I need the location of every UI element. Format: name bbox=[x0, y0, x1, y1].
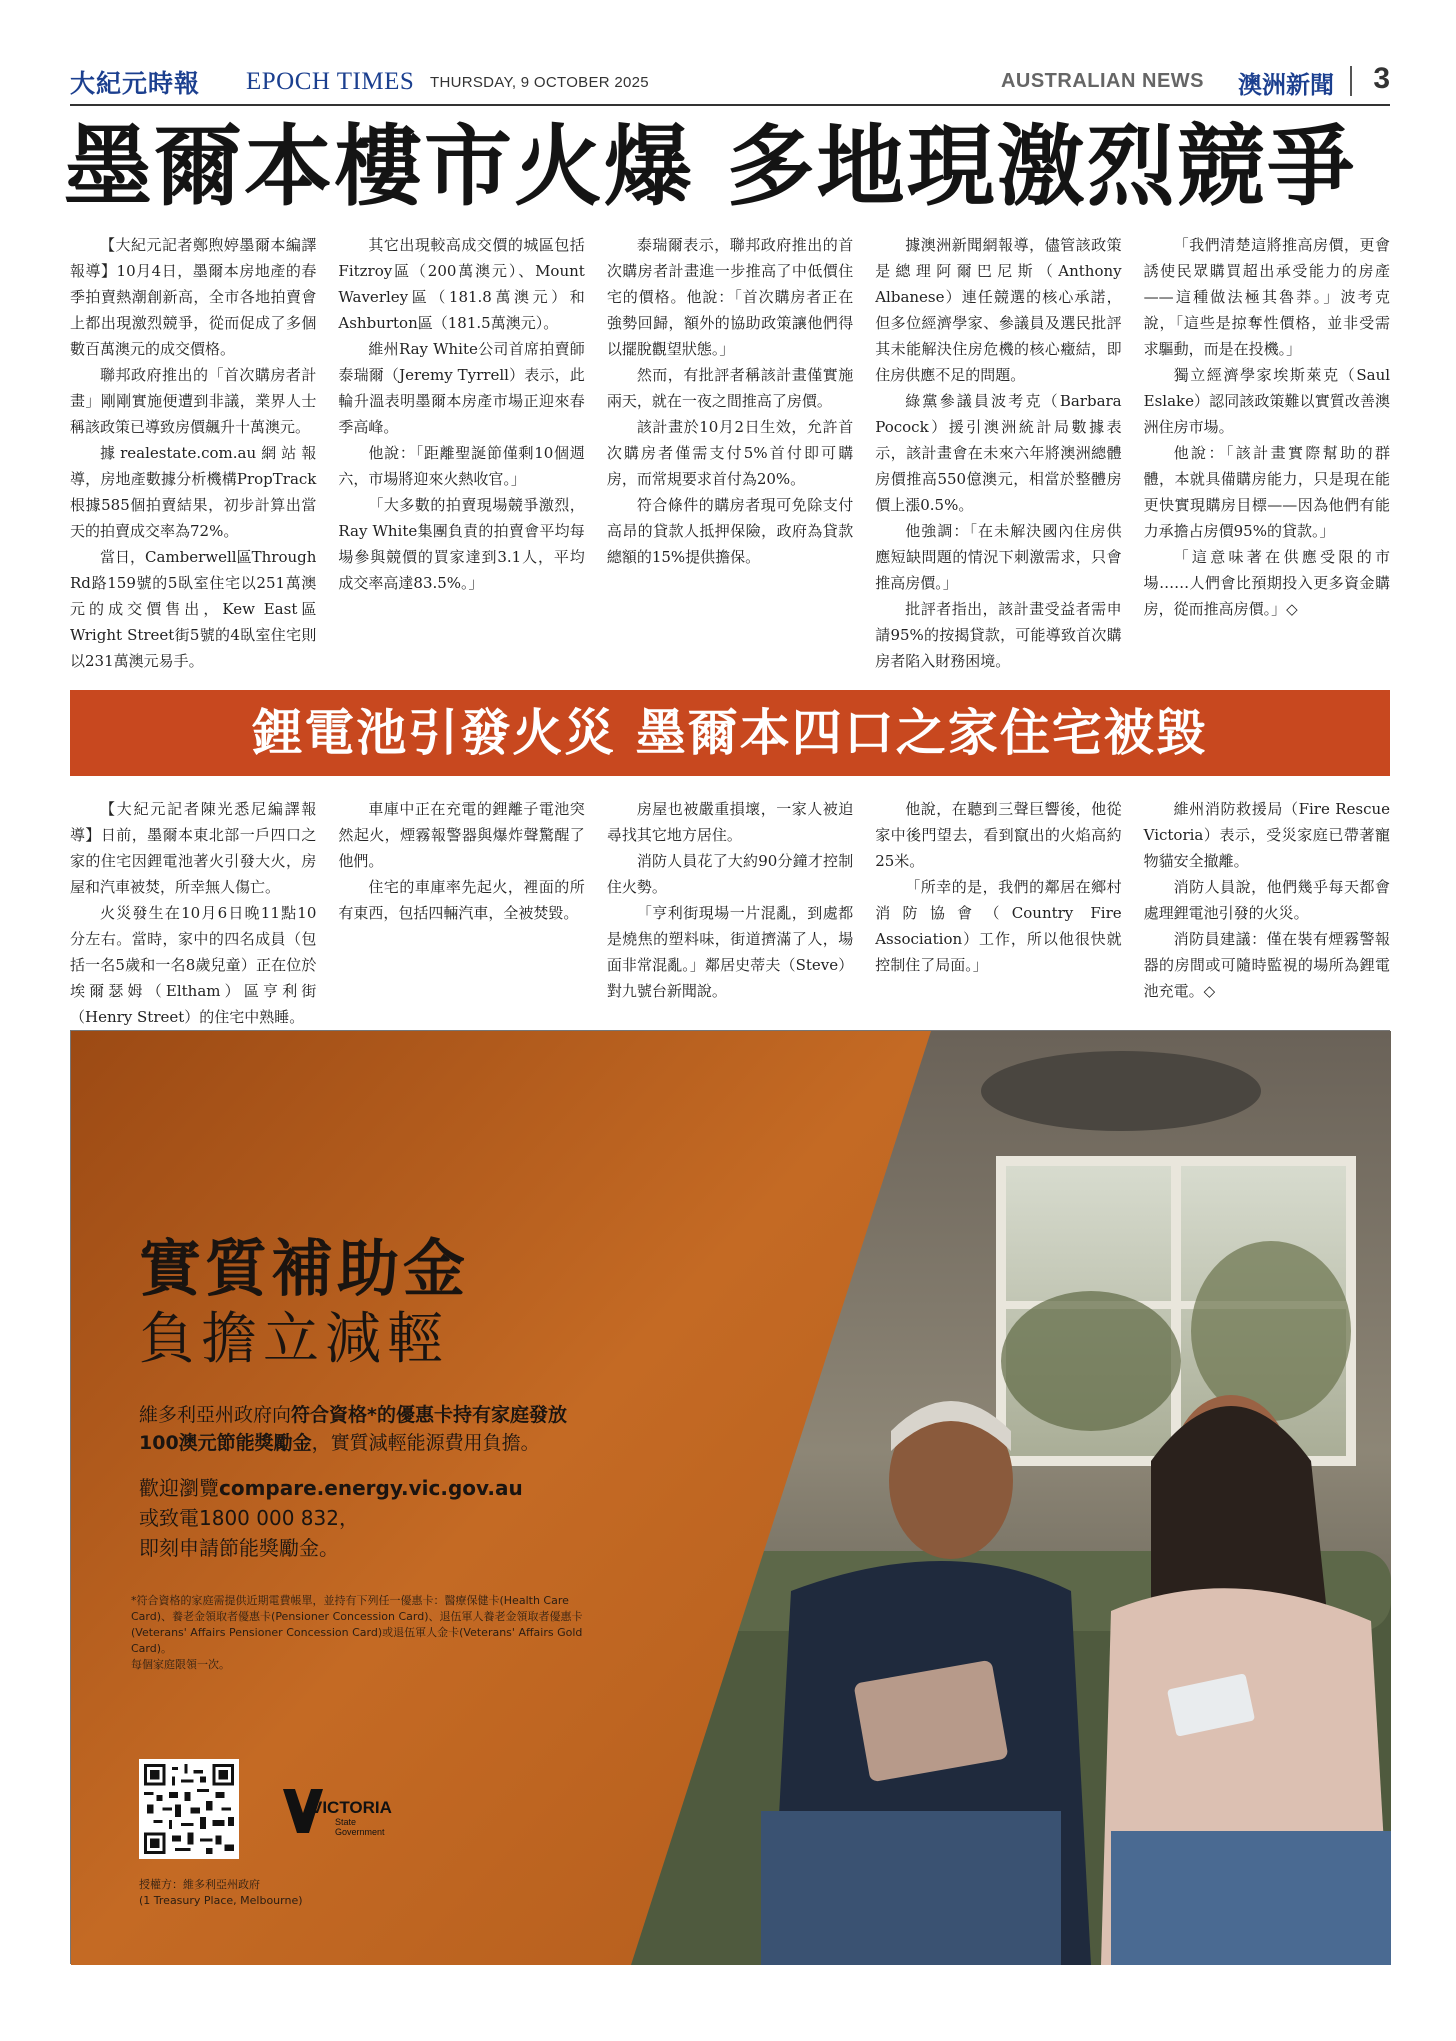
article1-paragraph: 其它出現較高成交價的城區包括Fitzroy區（200萬澳元）、Mount Waverley區（181.8萬澳元）和Ashburton區（181.5萬澳元）。 bbox=[338, 236, 585, 332]
authorised-address: (1 Treasury Place, Melbourne) bbox=[139, 1894, 303, 1907]
ad-body-end: ，實質減輕能源費用負擔。 bbox=[311, 1432, 540, 1454]
article1-paragraph: 當日，Camberwell區Through Rd路159號的5臥室住宅以251萬澳元的成交價售出，Kew East區Wright Street街5號的4臥室住宅則以231萬澳元易手。 bbox=[70, 548, 317, 670]
ad-body-intro: 維多利亞州政府向 bbox=[139, 1404, 292, 1426]
article1-paragraph: 批評者指出，該計畫受益者需申請95%的按揭貸款，可能導致首次購房者陷入財務困境。 bbox=[875, 600, 1122, 670]
masthead-rule bbox=[70, 104, 1390, 106]
article2-paragraph: 「亨利街現場一片混亂，到處都是燒焦的塑料味，街道擠滿了人，場面非常混亂。」鄰居史蒂夫（Steve）對九號台新聞說。 bbox=[606, 904, 854, 1000]
ad-title: 實質補助金 bbox=[139, 1232, 470, 1305]
article2-column-4 bbox=[875, 796, 1121, 1004]
article2-body bbox=[70, 796, 1391, 1026]
cta-phone-line: 或致電1800 000 832， bbox=[139, 1506, 359, 1530]
ad-body-bold-amount: 100澳元節能獎勵金 bbox=[139, 1432, 312, 1454]
article2-paragraph: 消防人員花了大約90分鐘才控制住火勢。 bbox=[606, 852, 854, 896]
fine-print-eligibility: *符合資格的家庭需提供近期電費帳單，並持有下列任一優惠卡：醫療保健卡(Health Care Card)、養老金領取者優惠卡(Pensioner Concession Card)、退伍軍人養老金領取者優惠卡(Veterans' Affairs Pensioner Concession Card)或退伍軍人金卡(Veterans' Affairs Gold Card)。 bbox=[131, 1594, 583, 1655]
ad-authorisation bbox=[139, 1877, 303, 1909]
article1-column-4 bbox=[875, 232, 1121, 670]
logo-state-text: State bbox=[335, 1817, 357, 1827]
ad-fine-print bbox=[131, 1593, 601, 1673]
article1-paragraph: 聯邦政府推出的「首次購房者計畫」剛剛實施便遭到非議，業界人士稱該政策已導致房價飆升十萬澳元。 bbox=[70, 366, 317, 436]
article1-paragraph: 他說：「該計畫實際幫助的群體，本就具備購房能力，只是現在能更快實現購房目標——因為他們有能力承擔占房價95%的貸款。」 bbox=[1143, 444, 1391, 540]
article1-paragraph: 「我們清楚這將推高房價，更會誘使民眾購買超出承受能力的房產——這種做法極其魯莽。」波考克說，「這些是掠奪性價格，並非受需求驅動，而是在投機。」 bbox=[1143, 236, 1391, 358]
article1-paragraph: 「大多數的拍賣現場競爭激烈，Ray White集團負責的拍賣會平均每場參與競價的買家達到3.1人，平均成交率高達83.5%。」 bbox=[338, 496, 585, 592]
energy-rebate-advertisement bbox=[70, 1030, 1390, 1964]
qr-code[interactable] bbox=[139, 1759, 239, 1859]
article1-paragraph: 他強調：「在未解決國內住房供應短缺問題的情況下刺激需求，只會推高房價。」 bbox=[875, 522, 1122, 592]
ad-body-text bbox=[139, 1401, 699, 1457]
authorised-by: 授權方：維多利亞州政府 bbox=[139, 1878, 260, 1891]
article1-column-3 bbox=[607, 232, 853, 670]
article1-column-2 bbox=[338, 232, 584, 670]
qr-code-icon bbox=[144, 1764, 234, 1854]
article1-paragraph: 維州Ray White公司首席拍賣師泰瑞爾（Jeremy Tyrrell）表示，此輪升溫表明墨爾本房產市場正迎來春季高峰。 bbox=[338, 340, 585, 436]
section-name-en: AUSTRALIAN NEWS bbox=[1000, 70, 1204, 92]
article1-paragraph: 【大紀元記者鄭煦婷墨爾本編譯報導】10月4日，墨爾本房地產的春季拍賣熱潮創新高，全市各地拍賣會上都出現激烈競爭，從而促成了多個數百萬澳元的成交價格。 bbox=[70, 236, 317, 358]
article1-column-1 bbox=[70, 232, 316, 670]
article2-paragraph: 消防人員說，他們幾乎每天都會處理鋰電池引發的火災。 bbox=[1143, 878, 1391, 922]
article1-paragraph: 然而，有批評者稱該計畫僅實施兩天，就在一夜之間推高了房價。 bbox=[606, 366, 854, 410]
article2-paragraph: 房屋也被嚴重損壞，一家人被迫尋找其它地方居住。 bbox=[606, 800, 854, 844]
logo-government-text: Government bbox=[335, 1827, 385, 1837]
masthead bbox=[70, 62, 1390, 102]
ad-call-to-action bbox=[139, 1473, 699, 1563]
article1-paragraph: 據澳洲新聞網報導，儘管該政策是總理阿爾巴尼斯（Anthony Albanese）連任競選的核心承諾，但多位經濟學家、參議員及選民批評其未能解決住房危機的核心癥結，即住房供應不足的問題。 bbox=[875, 236, 1122, 384]
cta-prefix: 歡迎瀏覽 bbox=[139, 1476, 219, 1500]
issue-date: THURSDAY, 9 OCTOBER 2025 bbox=[430, 74, 649, 91]
article2-headline-banner bbox=[70, 690, 1390, 776]
ad-body-bold-eligibility: 符合資格*的優惠卡持有家庭發放 bbox=[291, 1404, 567, 1426]
article1-paragraph: 據realestate.com.au網站報導，房地產數據分析機構PropTrack根據585個拍賣結果，初步計算出當天的拍賣成交率為72%。 bbox=[70, 444, 317, 540]
cta-apply-line: 即刻申請節能獎勵金。 bbox=[139, 1536, 339, 1560]
article1-headline: 墨爾本樓市火爆 多地現激烈競爭 bbox=[64, 115, 1357, 218]
article2-paragraph: 火災發生在10月6日晚11點10分左右。當時，家中的四名成員（包括一名5歲和一名8歲兒童）正在位於埃爾瑟姆（Eltham）區亨利街（Henry Street）的住宅中熟睡。 bbox=[70, 904, 317, 1026]
article2-paragraph: 維州消防救援局（Fire Rescue Victoria）表示，受災家庭已帶著寵物貓安全撤離。 bbox=[1143, 800, 1391, 870]
masthead-divider bbox=[1350, 66, 1352, 96]
article2-column-2 bbox=[338, 796, 584, 1004]
article2-column-5 bbox=[1144, 796, 1390, 1004]
article1-paragraph: 「這意味著在供應受限的市場……人們會比預期投入更多資金購房，從而推高房價。」◇ bbox=[1143, 548, 1391, 618]
article1-column-5 bbox=[1144, 232, 1390, 670]
article2-column-1 bbox=[70, 796, 317, 1026]
masthead-logo-en: EPOCH TIMES bbox=[246, 68, 415, 95]
article1-paragraph: 他說：「距離聖誕節僅剩10個週六，市場將迎來火熱收官。」 bbox=[338, 444, 585, 488]
article2-headline: 鋰電池引發火災 墨爾本四口之家住宅被毀 bbox=[252, 704, 1208, 762]
article1-paragraph: 綠黨參議員波考克（Barbara Pocock）援引澳洲統計局數據表示，該計畫會在未來六年將澳洲總體房價推高550億澳元，相當於整體房價上漲0.5%。 bbox=[875, 392, 1122, 514]
cta-website-link[interactable]: compare.energy.vic.gov.au bbox=[219, 1476, 523, 1500]
article1-paragraph: 符合條件的購房者現可免除支付高昂的貸款人抵押保險，政府為貸款總額的15%提供擔保。 bbox=[606, 496, 854, 566]
article2-paragraph: 消防員建議：僅在裝有煙霧警報器的房間或可隨時監視的場所為鋰電池充電。◇ bbox=[1143, 930, 1391, 1000]
article2-paragraph: 車庫中正在充電的鋰離子電池突然起火，煙霧報警器與爆炸聲驚醒了他們。 bbox=[338, 800, 585, 870]
article2-paragraph: 「所幸的是，我們的鄰居在鄉村消防協會（Country Fire Association）工作，所以他很快就控制住了局面。」 bbox=[875, 878, 1122, 974]
article1-paragraph: 該計畫於10月2日生效，允許首次購房者僅需支付5%首付即可購房，而常規要求首付為20%。 bbox=[606, 418, 854, 488]
victoria-government-logo bbox=[281, 1783, 421, 1843]
fine-print-limit: 每個家庭限領一次。 bbox=[131, 1658, 230, 1671]
article1-paragraph: 獨立經濟學家埃斯萊克（Saul Eslake）認同該政策難以實質改善澳洲住房市場。 bbox=[1143, 366, 1391, 436]
article1-paragraph: 泰瑞爾表示，聯邦政府推出的首次購房者計畫進一步推高了中低價住宅的價格。他說：「首次購房者正在強勢回歸，額外的協助政策讓他們得以擺脫觀望狀態。」 bbox=[606, 236, 854, 358]
masthead-logo-zh: 大紀元時報 bbox=[70, 69, 201, 98]
article2-paragraph: 【大紀元記者陳光悉尼編譯報導】日前，墨爾本東北部一戶四口之家的住宅因鋰電池著火引發大火，房屋和汽車被焚，所幸無人傷亡。 bbox=[70, 800, 317, 896]
article1-body bbox=[70, 232, 1390, 670]
logo-victoria-text: VICTORIA bbox=[311, 1798, 392, 1817]
page-number: 3 bbox=[1373, 62, 1390, 95]
section-name-zh: 澳洲新聞 bbox=[1238, 71, 1334, 99]
article2-paragraph: 他說，在聽到三聲巨響後，他從家中後門望去，看到竄出的火焰高約25米。 bbox=[875, 800, 1122, 870]
article2-paragraph: 住宅的車庫率先起火，裡面的所有東西，包括四輛汽車，全被焚毀。 bbox=[338, 878, 585, 922]
ad-subtitle: 負擔立減輕 bbox=[139, 1307, 449, 1372]
article2-column-3 bbox=[607, 796, 853, 1004]
